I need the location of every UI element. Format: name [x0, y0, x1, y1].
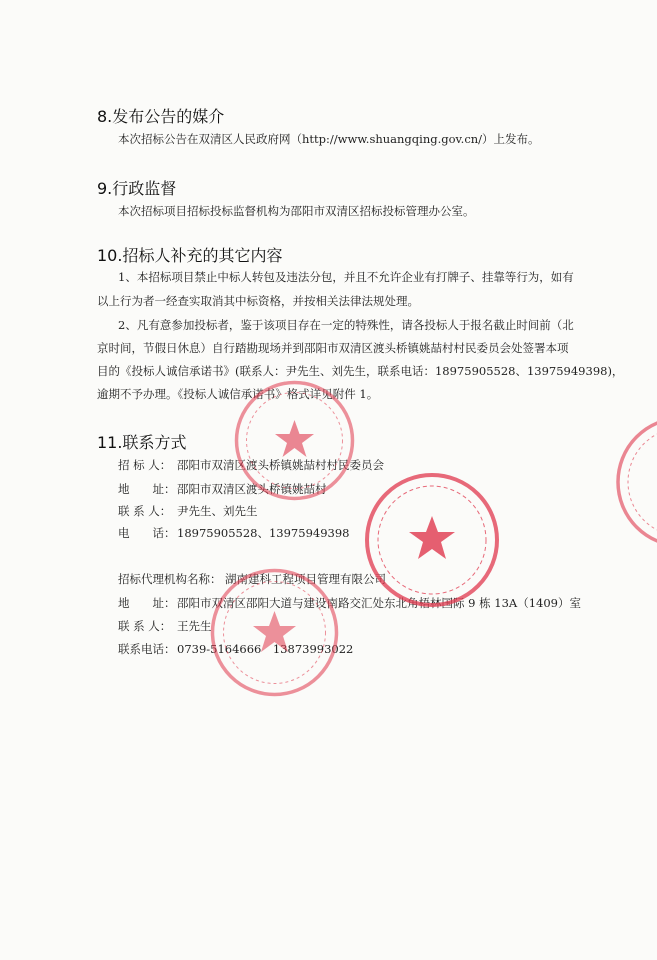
- agency-address-value: 邵阳市双清区邵阳大道与建设南路交汇处东北角梧林国际 9 栋 13A（1409）室: [177, 596, 581, 610]
- section-9-title: 9.行政监督: [97, 179, 177, 198]
- seal-star: [275, 420, 314, 457]
- agency-contact-value: 王先生: [177, 619, 212, 633]
- section-10-p1-line1: 1、本招标项目禁止中标人转包及违法分包，并且不允许企业有打牌子、挂靠等行为，如有: [118, 270, 574, 284]
- section-10-p2-line2: 京时间，节假日休息）自行踏勘现场并到邵阳市双清区渡头桥镇姚喆村村民委员会处签署本项: [97, 341, 569, 355]
- agency-phone-label: 联系电话：: [118, 642, 176, 656]
- section-8-title: 8.发布公告的媒介: [97, 107, 225, 126]
- seal-star: [253, 611, 296, 652]
- agency-name-value: 湖南建科工程项目管理有限公司: [225, 572, 386, 586]
- edge-seal: [612, 412, 657, 552]
- section-10-p2-line4: 逾期不予办理。《投标人诚信承诺书》格式详见附件 1。: [97, 387, 379, 401]
- tenderer-phone-label: 电 话：: [118, 526, 176, 540]
- tenderer-phone-value: 18975905528、13975949398: [177, 526, 350, 540]
- seal-star: [409, 516, 455, 559]
- agency-contact-label: 联 系 人：: [118, 619, 172, 633]
- section-9-body: 本次招标项目招标投标监督机构为邵阳市双清区招标投标管理办公室。: [118, 204, 475, 218]
- tenderer-name-label: 招 标 人：: [118, 458, 172, 472]
- village-committee-seal: [232, 378, 357, 503]
- tenderer-contact-label: 联 系 人：: [118, 504, 172, 518]
- section-11-title: 11.联系方式: [97, 433, 187, 452]
- section-10-title: 10.招标人补充的其它内容: [97, 246, 283, 265]
- section-8-body: 本次招标公告在双清区人民政府网（http://www.shuangqing.gov.cn/）上发布。: [118, 132, 540, 146]
- tender-office-seal: [362, 470, 502, 610]
- agency-name-label: 招标代理机构名称：: [118, 572, 222, 586]
- agency-phone-value: 0739-5164666 13873993022: [177, 642, 354, 656]
- section-10-p1-line2: 以上行为者一经查实取消其中标资格，并按相关法律法规处理。: [97, 294, 419, 308]
- section-10-p2-line1: 2、凡有意参加投标者，鉴于该项目存在一定的特殊性，请各投标人于报名截止时间前（北: [118, 318, 574, 332]
- tenderer-address-value: 邵阳市双清区渡头桥镇姚喆村: [177, 482, 327, 496]
- agency-address-label: 地 址：: [118, 596, 176, 610]
- tenderer-address-label: 地 址：: [118, 482, 176, 496]
- agency-seal: [208, 566, 341, 699]
- tenderer-name-value: 邵阳市双清区渡头桥镇姚喆村村民委员会: [177, 458, 384, 472]
- tenderer-contact-value: 尹先生、刘先生: [177, 504, 258, 518]
- section-10-p2-line3: 目的《投标人诚信承诺书》(联系人：尹先生、刘先生，联系电话：18975905528、13975949398)，: [97, 364, 624, 378]
